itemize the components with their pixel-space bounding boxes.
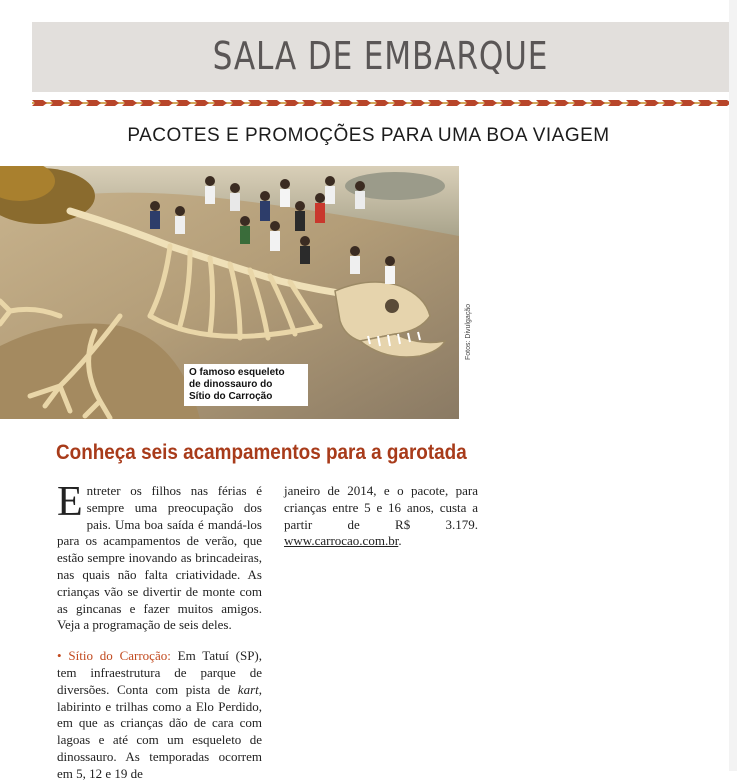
- caption-line: Sítio do Carroção: [189, 391, 273, 402]
- caption-line: de dinossauro do: [189, 379, 273, 390]
- article-column-1: [57, 479, 263, 783]
- column-2-end: .: [398, 533, 402, 549]
- column-2-text: janeiro de 2014, e o pacote, para crianças entre 5 e 16 anos, custa a partir de R$ 3.179.: [284, 483, 478, 532]
- column-2-paragraph: [284, 483, 478, 550]
- caption-line: O famoso esqueleto: [189, 367, 285, 378]
- article-headline: Conheça seis acampamentos para a garotada: [56, 441, 467, 464]
- camp-text: , labirinto e trilhas como a Elo Perdido, em que as crianças dão de cara com lagoas e até com um esqueleto de dinossauro. As temporadas ocorrem em 5, 12 e 19 de: [57, 681, 262, 781]
- intro-paragraph: [57, 479, 262, 634]
- decorative-divider: [32, 98, 729, 108]
- bullet-icon: •: [57, 648, 62, 664]
- section-subtitle: PACOTES E PROMOÇÕES PARA UMA BOA VIAGEM: [127, 125, 610, 146]
- camp-name: Sítio do Carroção:: [68, 648, 171, 664]
- drop-cap: E: [57, 479, 83, 525]
- camp-item-carrocao: [57, 648, 262, 782]
- camp-text: Em Tatuí (SP), tem infraestrutura de parque de diversões. Conta com pista de: [57, 648, 263, 697]
- camp-text-italic: kart: [237, 681, 259, 697]
- website-link[interactable]: www.carrocao.com.br: [284, 533, 399, 549]
- photo-credit: Fotos: Divulgação: [465, 303, 472, 360]
- article-column-2: [284, 483, 478, 550]
- page-edge: [729, 0, 737, 771]
- photo-caption: [184, 364, 308, 406]
- intro-text: ntreter os filhos nas férias é sempre uma preocupação dos pais. Uma boa saída é mandá-los para os acampamentos de verão, que estão sempre inovando as brincadeiras, nas quais não falta criatividade. As crianças vão se divertir de monte com as gincanas e fazer muitos amigos. Veja a programação de seis deles.: [57, 483, 262, 633]
- section-title: SALA DE EMBARQUE: [212, 34, 549, 78]
